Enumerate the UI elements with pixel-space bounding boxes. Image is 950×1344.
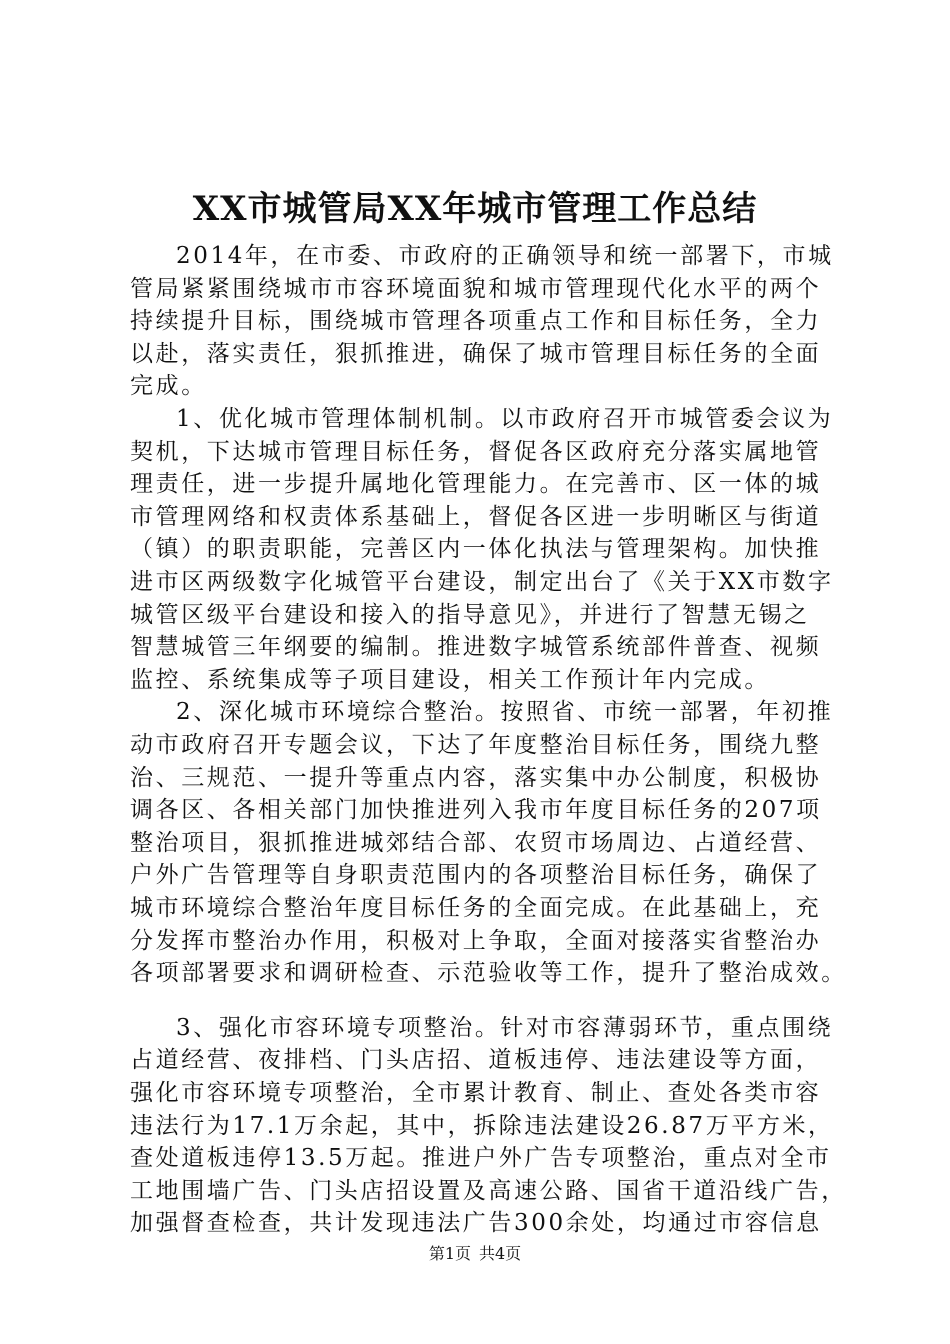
text-line: 持续提升目标，围绕城市管理各项重点工作和目标任务，全力 [130, 308, 822, 334]
text-line: （镇）的职责职能，完善区内一体化执法与管理架构。加快推 [130, 536, 822, 562]
text-line: 违法行为17.1万余起，其中，拆除违法建设26.87万平方米， [130, 1113, 834, 1139]
page-total: 共4页 [479, 1244, 522, 1263]
text-line: 城市环境综合整治年度目标任务的全面完成。在此基础上，充 [130, 895, 822, 921]
text-line: 治、三规范、一提升等重点内容，落实集中办公制度，积极协 [130, 765, 822, 791]
text-line: 工地围墙广告、门头店招设置及高速公路、国省干道沿线广告， [130, 1178, 847, 1204]
text-line: 进市区两级数字化城管平台建设，制定出台了《关于XX市数字 [130, 569, 834, 595]
text-line: 以赴，落实责任，狠抓推进，确保了城市管理目标任务的全面 [130, 341, 822, 367]
text-line: 智慧城管三年纲要的编制。推进数字城管系统部件普查、视频 [130, 634, 822, 660]
text-line: 完成。 [130, 373, 207, 399]
text-line: 契机，下达城市管理目标任务，督促各区政府充分落实属地管 [130, 439, 822, 465]
text-line: 户外广告管理等自身职责范围内的各项整治目标任务，确保了 [130, 862, 822, 888]
page-number: 第1页 [428, 1244, 471, 1263]
text-line: 加强督查检查，共计发现违法广告300余处，均通过市容信息 [130, 1210, 822, 1236]
text-line: 城管区级平台建设和接入的指导意见》，并进行了智慧无锡之 [130, 602, 810, 628]
text-line: 动市政府召开专题会议，下达了年度整治目标任务，围绕九整 [130, 732, 822, 758]
text-line: 查处道板违停13.5万起。推进户外广告专项整治，重点对全市 [130, 1145, 832, 1171]
text-line: 2、深化城市环境综合整治。按照省、市统一部署，年初推 [176, 699, 834, 725]
text-line: 3、强化市容环境专项整治。针对市容薄弱环节，重点围绕 [176, 1015, 834, 1041]
text-line: 2014年，在市委、市政府的正确领导和统一部署下，市城 [176, 243, 834, 269]
text-line: 理责任，进一步提升属地化管理能力。在完善市、区一体的城 [130, 471, 822, 497]
text-line: 调各区、各相关部门加快推进列入我市年度目标任务的207项 [130, 797, 822, 823]
text-line: 1、优化城市管理体制机制。以市政府召开市城管委会议为 [176, 406, 834, 432]
text-line: 整治项目，狠抓推进城郊结合部、农贸市场周边、占道经营、 [130, 830, 822, 856]
text-line: 强化市容环境专项整治，全市累计教育、制止、查处各类市容 [130, 1080, 822, 1106]
text-line: 市管理网络和权责体系基础上，督促各区进一步明晰区与街道 [130, 504, 822, 530]
document-title: XX市城管局XX年城市管理工作总结 [192, 189, 758, 229]
text-line: 监控、系统集成等子项目建设，相关工作预计年内完成。 [130, 667, 770, 693]
text-line: 占道经营、夜排档、门头店招、道板违停、违法建设等方面， [130, 1047, 822, 1073]
text-line: 管局紧紧围绕城市市容环境面貌和城市管理现代化水平的两个 [130, 276, 822, 302]
text-line: 分发挥市整治办作用，积极对上争取，全面对接落实省整治办 [130, 928, 822, 954]
page-footer [0, 1243, 950, 1265]
text-line: 各项部署要求和调研检查、示范验收等工作，提升了整治成效。 [130, 960, 847, 986]
